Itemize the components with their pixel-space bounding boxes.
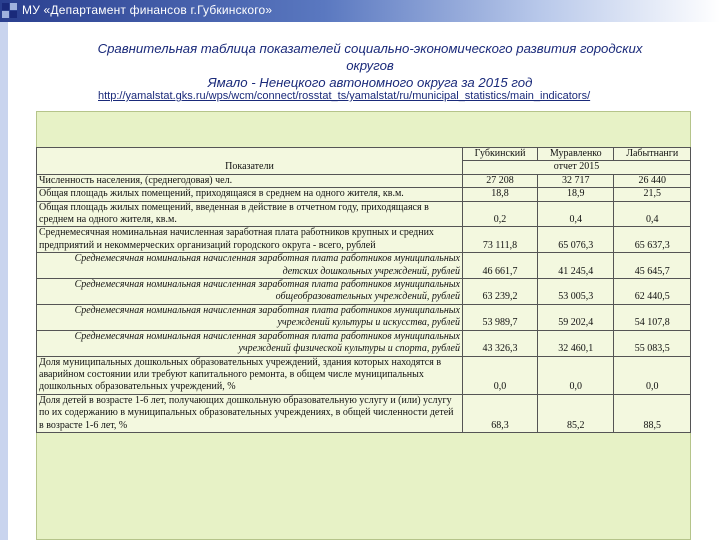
row-value: 88,5 xyxy=(614,394,691,432)
row-value: 54 107,8 xyxy=(614,304,691,330)
row-value: 73 111,8 xyxy=(463,227,538,253)
table-row xyxy=(37,174,691,187)
row-value: 0,0 xyxy=(538,356,614,394)
row-label: Среднемесячная номинальная начисленная заработная плата работников муниципальных учреждений физической культуры и спорта, рублей xyxy=(37,330,463,356)
row-value: 0,0 xyxy=(463,356,538,394)
table-row xyxy=(37,253,691,279)
organization-name: МУ «Департамент финансов г.Губкинского» xyxy=(22,3,273,17)
title-line-3: Ямало - Ненецкого автономного округа за 2015 год xyxy=(207,75,533,90)
table-row xyxy=(37,330,691,356)
row-value: 21,5 xyxy=(614,188,691,201)
row-value: 65 076,3 xyxy=(538,227,614,253)
row-value: 63 239,2 xyxy=(463,279,538,305)
column-subheader-period: отчет 2015 xyxy=(463,161,691,174)
title-line-1: Сравнительная таблица показателей социально-экономического развития городских xyxy=(97,41,643,56)
row-value: 0,2 xyxy=(463,201,538,227)
row-value: 59 202,4 xyxy=(538,304,614,330)
column-header-indicators: Показатели xyxy=(37,148,463,175)
row-value: 85,2 xyxy=(538,394,614,432)
row-value: 45 645,7 xyxy=(614,253,691,279)
row-value: 43 326,3 xyxy=(463,330,538,356)
indicators-table xyxy=(36,147,691,433)
row-label: Численность населения, (среднегодовая) чел. xyxy=(37,174,463,187)
row-value: 68,3 xyxy=(463,394,538,432)
table-row xyxy=(37,304,691,330)
row-value: 53 989,7 xyxy=(463,304,538,330)
row-value: 41 245,4 xyxy=(538,253,614,279)
table-row xyxy=(37,356,691,394)
row-label: Общая площадь жилых помещений, приходящаяся в среднем на одного жителя, кв.м. xyxy=(37,188,463,201)
table-row xyxy=(37,279,691,305)
row-value: 65 637,3 xyxy=(614,227,691,253)
row-value: 18,8 xyxy=(463,188,538,201)
row-label: Доля детей в возрасте 1-6 лет, получающих дошкольную образовательную услугу и (или) услугу по их содержанию в муниципальных образовательных учреждениях, в общей численности детей в возрасте 1-6 лет, % xyxy=(37,394,463,432)
row-label: Среднемесячная номинальная начисленная заработная плата работников муниципальных общеобразовательных учреждений, рублей xyxy=(37,279,463,305)
logo-squares-icon xyxy=(2,3,18,19)
column-header-city-3: Лабытнанги xyxy=(614,148,691,161)
table-row xyxy=(37,188,691,201)
table-row xyxy=(37,394,691,432)
column-header-city-1: Губкинский xyxy=(463,148,538,161)
row-value: 62 440,5 xyxy=(614,279,691,305)
row-value: 27 208 xyxy=(463,174,538,187)
title-bar xyxy=(0,0,720,22)
table-row xyxy=(37,201,691,227)
source-link[interactable]: http://yamalstat.gks.ru/wps/wcm/connect/rosstat_ts/yamalstat/ru/municipal_statistics/main_indicators/ xyxy=(98,90,591,102)
row-value: 0,0 xyxy=(614,356,691,394)
row-value: 53 005,3 xyxy=(538,279,614,305)
row-value: 0,4 xyxy=(538,201,614,227)
sidebar-strip xyxy=(0,22,8,540)
row-value: 46 661,7 xyxy=(463,253,538,279)
page-title xyxy=(40,40,700,91)
row-value: 55 083,5 xyxy=(614,330,691,356)
row-label: Среднемесячная номинальная начисленная заработная плата работников муниципальных детских дошкольных учреждений, рублей xyxy=(37,253,463,279)
row-value: 32 717 xyxy=(538,174,614,187)
row-label: Среднемесячная номинальная начисленная заработная плата работников крупных и средних предприятий и некоммерческих организаций городского округа - всего, рублей xyxy=(37,227,463,253)
title-line-2: округов xyxy=(346,58,394,73)
row-value: 18,9 xyxy=(538,188,614,201)
row-value: 0,4 xyxy=(614,201,691,227)
row-label: Среднемесячная номинальная начисленная заработная плата работников муниципальных учреждений культуры и искусства, рублей xyxy=(37,304,463,330)
table-header-row xyxy=(37,148,691,161)
row-value: 26 440 xyxy=(614,174,691,187)
row-label: Общая площадь жилых помещений, введенная в действие в отчетном году, приходящаяся в среднем на одного жителя, кв.м. xyxy=(37,201,463,227)
column-header-city-2: Муравленко xyxy=(538,148,614,161)
row-value: 32 460,1 xyxy=(538,330,614,356)
row-label: Доля муниципальных дошкольных образовательных учреждений, здания которых находятся в аварийном состоянии или требуют капитального ремонта, в общем числе муниципальных дошкольных образовательных учреждений, % xyxy=(37,356,463,394)
table-row xyxy=(37,227,691,253)
